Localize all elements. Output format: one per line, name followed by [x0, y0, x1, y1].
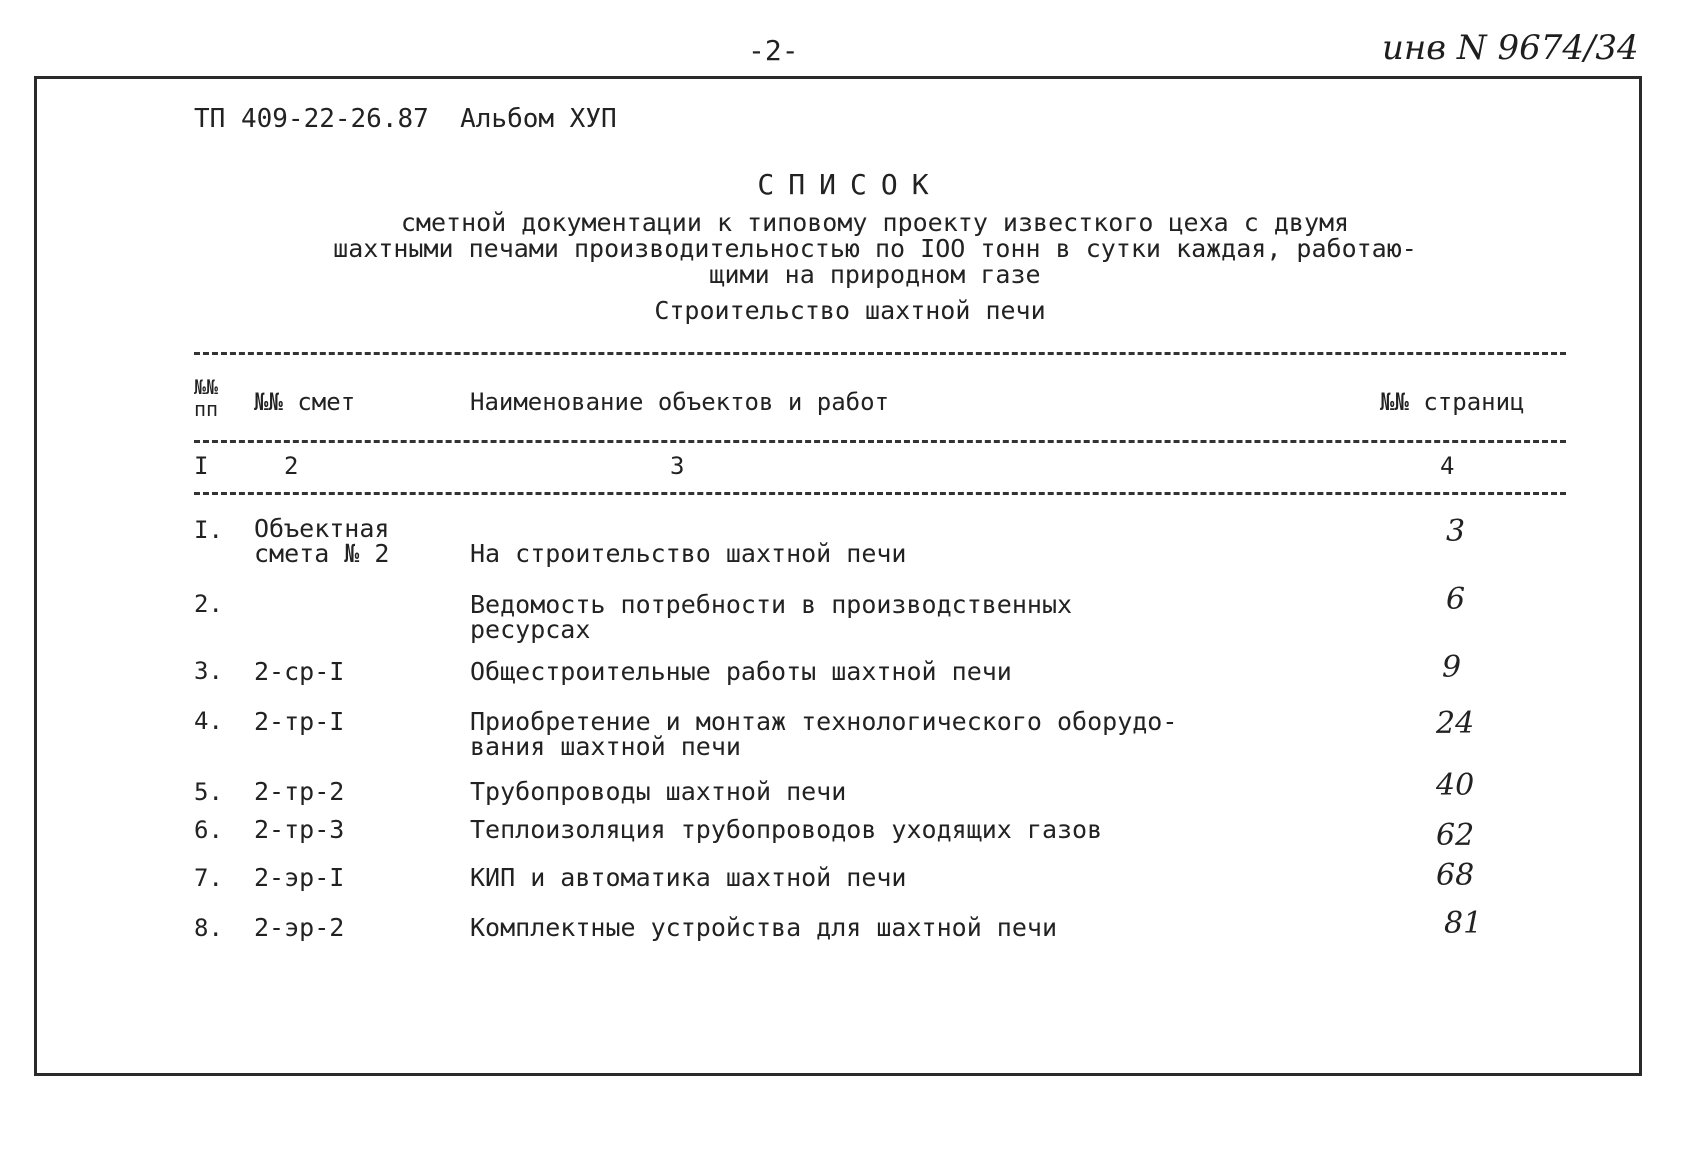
row-estimate-line: 2-ср-I: [254, 657, 345, 686]
row-name-line: ресурсах: [470, 615, 591, 644]
table-rule: [194, 352, 1566, 355]
row-page: 81: [1444, 906, 1483, 941]
row-page: 24: [1436, 706, 1475, 741]
row-estimate: [254, 915, 344, 940]
row-estimate: [254, 516, 389, 566]
subtitle-line: сметной документации к типовому проекту известкого цеха с двумя: [400, 208, 1350, 237]
row-name-line: Приобретение и монтаж технологического оборудо-: [470, 707, 1178, 736]
row-name-line: Теплоизоляция трубопроводов уходящих газов: [470, 815, 1103, 844]
section-title: Строительство шахтной печи: [654, 296, 1046, 325]
row-name-line: На строительство шахтной печи: [470, 539, 907, 568]
column-index: 3: [670, 452, 685, 480]
row-estimate-line: 2-тр-I: [254, 707, 345, 736]
column-header-pages: №№ страниц: [1380, 388, 1525, 416]
row-page: 62: [1436, 818, 1475, 853]
row-estimate: [254, 779, 344, 804]
subtitle-line: шахтными печами производительностью по IOO тонн в сутки каждая, работаю-: [333, 234, 1417, 263]
row-estimate: [254, 659, 344, 684]
inventory-number: инв N 9674/34: [1382, 28, 1639, 68]
row-page: 6: [1446, 582, 1466, 617]
row-page: 68: [1436, 858, 1475, 893]
row-number: I.: [194, 516, 223, 544]
album-code: ТП 409-22-26.87 Альбом ХУП: [194, 104, 617, 134]
table-rule: [194, 492, 1566, 495]
document-subtitle: [300, 210, 1450, 288]
row-estimate: [254, 865, 344, 890]
column-header-estimate: №№ смет: [254, 388, 356, 416]
row-number: 6.: [194, 816, 223, 844]
row-estimate-line: 2-эр-2: [254, 913, 345, 942]
row-page: 9: [1442, 650, 1462, 685]
column-index: I: [194, 452, 209, 480]
row-name: [470, 659, 1012, 684]
row-number: 3.: [194, 657, 223, 685]
row-name-line: Общестроительные работы шахтной печи: [470, 657, 1012, 686]
row-number: 5.: [194, 778, 223, 806]
subtitle-line: щими на природном газе: [709, 260, 1041, 289]
row-estimate: [254, 817, 344, 842]
table-rule: [194, 440, 1566, 443]
document-title: СПИСОК: [757, 168, 943, 201]
row-estimate: [254, 709, 344, 734]
row-name-line: КИП и автоматика шахтной печи: [470, 863, 907, 892]
column-index: 2: [284, 452, 299, 480]
row-estimate-line: Объектная: [254, 514, 390, 543]
row-estimate-line: 2-эр-I: [254, 863, 345, 892]
row-number: 2.: [194, 590, 223, 618]
row-name: [470, 915, 1057, 940]
column-header-name: Наименование объектов и работ: [470, 388, 890, 416]
row-estimate-line: 2-тр-2: [254, 777, 345, 806]
column-header-number: №№ пп: [194, 375, 219, 421]
row-name: [470, 709, 1177, 759]
column-index: 4: [1440, 452, 1455, 480]
row-name-line: Комплектные устройства для шахтной печи: [470, 913, 1057, 942]
row-name: [470, 779, 846, 804]
row-estimate-line: 2-тр-3: [254, 815, 345, 844]
row-number: 4.: [194, 707, 223, 735]
row-name: [470, 592, 1072, 642]
row-number: 8.: [194, 914, 223, 942]
row-name: [470, 865, 907, 890]
row-name: [470, 541, 907, 566]
row-name-line: вания шахтной печи: [470, 732, 741, 761]
row-name: [470, 817, 1102, 842]
row-page: 3: [1446, 514, 1466, 549]
row-estimate-line: смета № 2: [254, 539, 390, 568]
row-number: 7.: [194, 864, 223, 892]
row-name-line: Трубопроводы шахтной печи: [470, 777, 847, 806]
page-number: -2-: [748, 34, 799, 67]
row-name-line: Ведомость потребности в производственных: [470, 590, 1073, 619]
row-page: 40: [1436, 768, 1475, 803]
